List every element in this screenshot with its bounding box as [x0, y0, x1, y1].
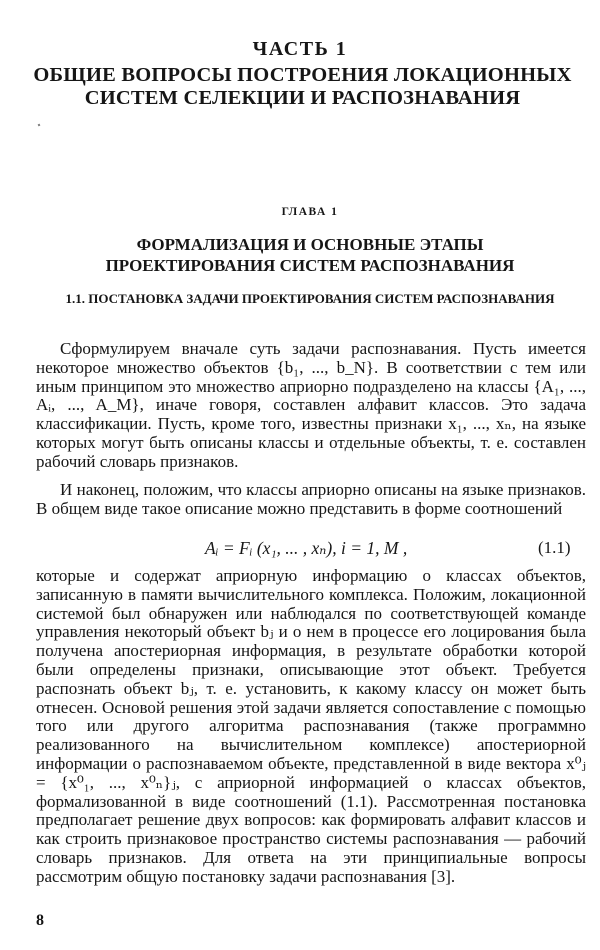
section-title: 1.1. ПОСТАНОВКА ЗАДАЧИ ПРОЕКТИРОВАНИЯ СИСТЕМ РАСПОЗНАВАНИЯ [65, 291, 555, 306]
formula-number: (1.1) [538, 538, 571, 557]
paragraph-3: которые и содержат априорную информацию о классах объектов, записанную в памяти вычислительного комплекса. Положим, локационной системой был обнаружен или наблюдался по соответствующей команде управления некоторый объект bⱼ и о нем в процессе его лоцирования была получена апостериорная информация, в результате обработки которой были определены признаки, описывающие этот объект. Требуется распознать объект bⱼ, т. е. установить, к какому классу он может быть отнесен. Основой решения этой задачи является сопоставление с помощью того или другого алгоритма распознавания (также программно реализованного на вычислительном комплексе) апостериорной информации о распознаваемом объекте, представленной в виде вектора x⁰ⱼ = {x⁰₁, ..., x⁰ₙ}ⱼ, с априорной информацией о классах объектов, формализованной в виде соотношений (1.1). Рассмотренная постановка предполагает решение двух вопросов: как формировать алфавит классов и как строить признаковое пространство системы распознавания — рабочий словарь признаков. Для ответа на эти принципиальные вопросы рассмотрим общую постановку задачи распознавания [3]. [36, 566, 586, 886]
chapter-title: ФОРМАЛИЗАЦИЯ И ОСНОВНЫЕ ЭТАПЫ ПРОЕКТИРОВАНИЯ СИСТЕМ РАСПОЗНАВАНИЯ [105, 235, 515, 275]
page-number: 8 [36, 912, 44, 929]
part-label: ЧАСТЬ 1 [252, 38, 348, 60]
paragraph-1: Сформулируем вначале суть задачи распознавания. Пусть имеется некоторое множество объектов {b₁, ..., b_N}. В соответствии с тем или иным принципом это множество априорно подразделено на классы {A₁, ..., Aᵢ, ..., A_M}, иначе говоря, составлен алфавит классов. Это задача классификации. Пусть, кроме того, известны признаки x₁, ..., xₙ, на языке которых могут быть описаны классы и отдельные объекты, т. е. составлен рабочий словарь признаков. [36, 339, 586, 471]
print-speck [38, 124, 41, 127]
part-title: ОБЩИЕ ВОПРОСЫ ПОСТРОЕНИЯ ЛОКАЦИОННЫХ СИСТЕМ СЕЛЕКЦИИ И РАСПОЗНАВАНИЯ [33, 64, 572, 109]
formula-1-1: Aᵢ = Fᵢ (x₁, ... , xₙ), i = 1, M , [205, 538, 408, 558]
paragraph-2: И наконец, положим, что классы априорно описаны на языке признаков. В общем виде такое описание можно представить в форме соотношений [36, 480, 586, 518]
chapter-label: ГЛАВА 1 [281, 206, 339, 218]
